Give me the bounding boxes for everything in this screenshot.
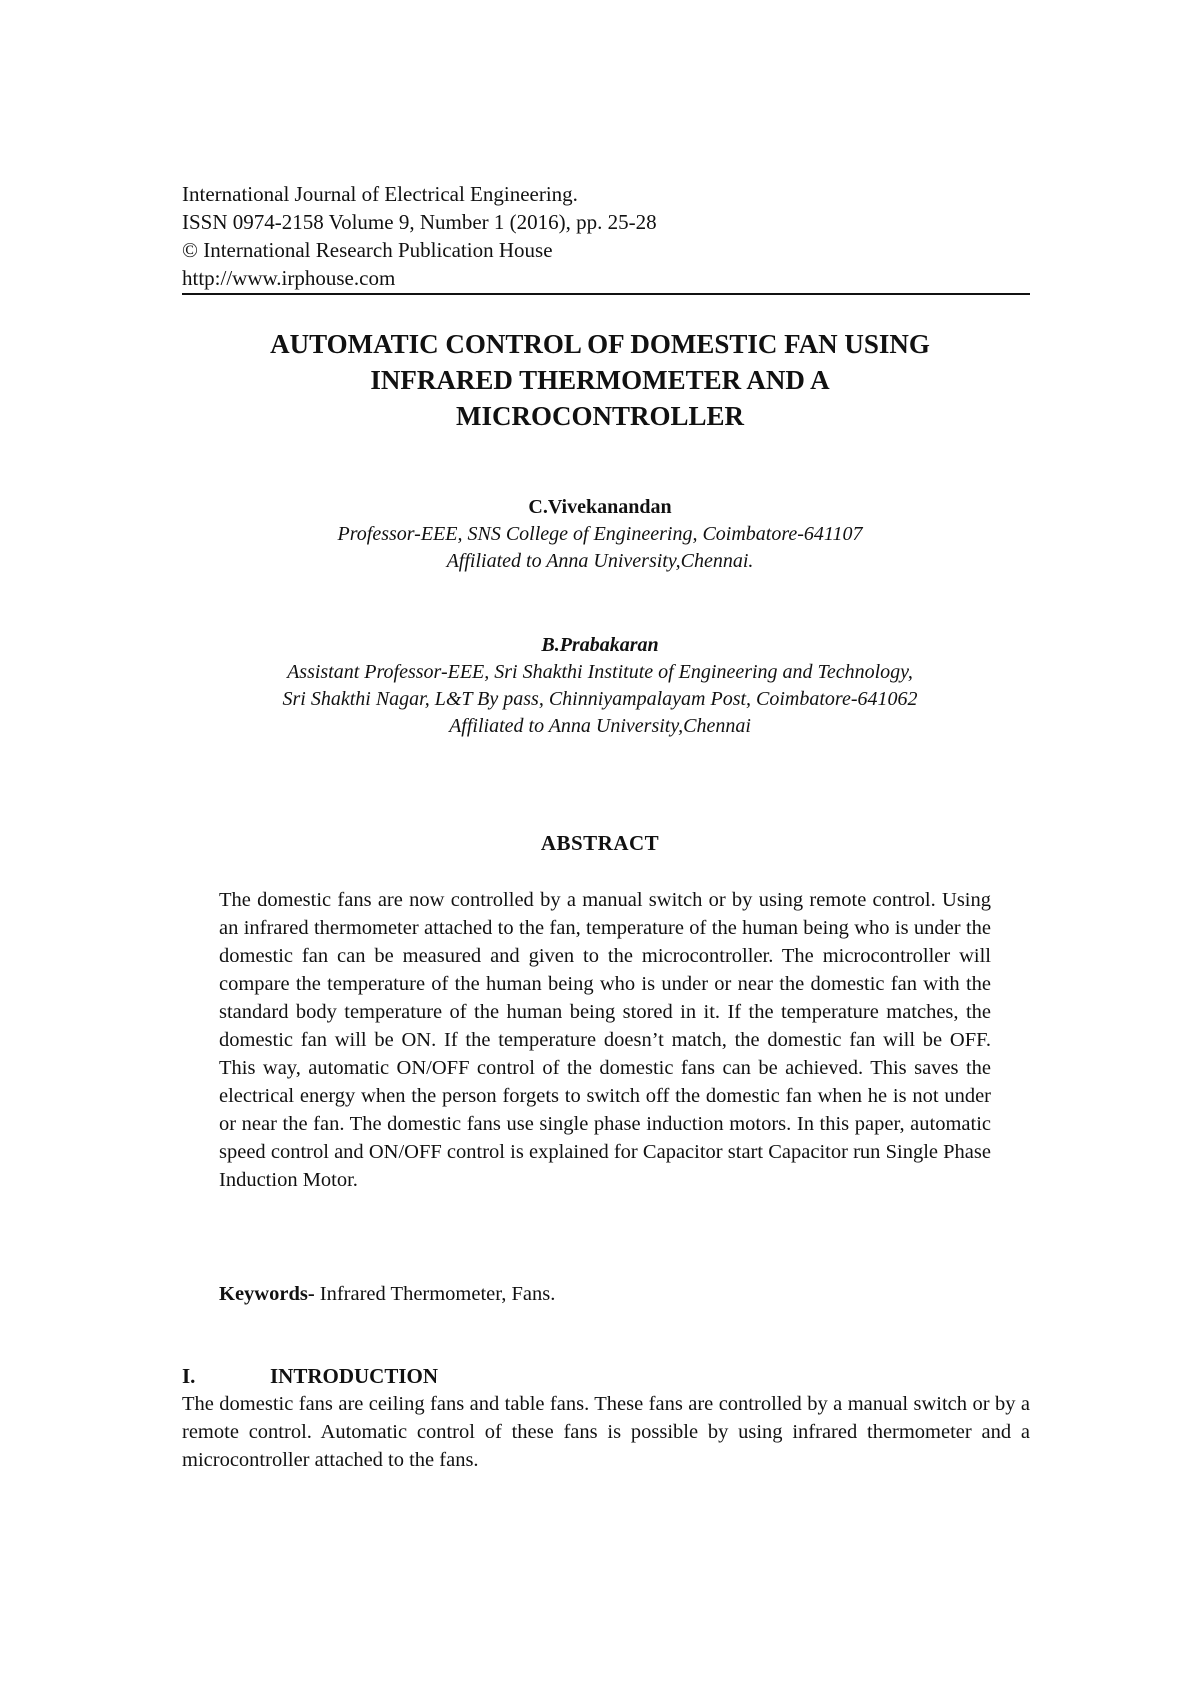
author-affiliation: Assistant Professor-EEE, Sri Shakthi Institute of Engineering and Technology, <box>287 661 913 683</box>
author-affiliation: Professor-EEE, SNS College of Engineering, Coimbatore-641107 <box>337 523 863 545</box>
journal-header <box>182 180 1030 292</box>
section-number: I. <box>182 1364 196 1388</box>
author-block-1 <box>120 494 1080 575</box>
author-affiliation: Sri Shakthi Nagar, L&T By pass, Chinniyampalayam Post, Coimbatore-641062 <box>282 688 918 710</box>
journal-url[interactable]: http://www.irphouse.com <box>182 266 396 290</box>
author-affiliation: Affiliated to Anna University,Chennai. <box>446 550 754 572</box>
abstract-heading: ABSTRACT <box>540 831 660 855</box>
abstract-text: The domestic fans are now controlled by a manual switch or by using remote control. Using an infrared thermometer attached to the fan, temperature of the human being who is under the domestic fan can be measured and given to the microcontroller. The microcontroller will compare the temperature of the human being who is under or near the domestic fan with the standard body temperature of the human being stored in it. If the temperature matches, the domestic fan will be ON. If the temperature doesn’t match, the domestic fan will be OFF. This way, automatic ON/OFF control of the domestic fans can be achieved. This saves the electrical energy when the person forgets to switch off the domestic fan when he is not under or near the fan. The domestic fans use single phase induction motors. In this paper, automatic speed control and ON/OFF control is explained for Capacitor start Capacitor run Single Phase Induction Motor. <box>219 889 991 1191</box>
introduction-text: The domestic fans are ceiling fans and table fans. These fans are controlled by a manual switch or by a remote control. Automatic control of these fans is possible by using infrared thermometer and a microcontroller attached to the fans. <box>182 1393 1030 1471</box>
issn-line: ISSN 0974-2158 Volume 9, Number 1 (2016), pp. 25-28 <box>182 210 657 234</box>
journal-name: International Journal of Electrical Engineering. <box>182 182 578 206</box>
keywords-text: Infrared Thermometer, Fans. <box>314 1283 556 1305</box>
author-block-2 <box>120 632 1080 740</box>
title-line-3: MICROCONTROLLER <box>455 401 745 431</box>
title-line-2: INFRARED THERMOMETER AND A <box>370 365 830 395</box>
header-divider <box>182 293 1030 295</box>
section-heading-introduction <box>182 1362 438 1390</box>
paper-title <box>120 326 1080 434</box>
author-name: B.Prabakaran <box>541 634 659 656</box>
author-name: C.Vivekanandan <box>528 496 672 518</box>
copyright-line: © International Research Publication House <box>182 238 553 262</box>
keywords-label: Keywords- <box>219 1283 315 1305</box>
keywords-line <box>219 1280 991 1308</box>
title-line-1: AUTOMATIC CONTROL OF DOMESTIC FAN USING <box>270 329 930 359</box>
section-title: INTRODUCTION <box>270 1364 439 1388</box>
author-affiliation: Affiliated to Anna University,Chennai <box>449 715 751 737</box>
